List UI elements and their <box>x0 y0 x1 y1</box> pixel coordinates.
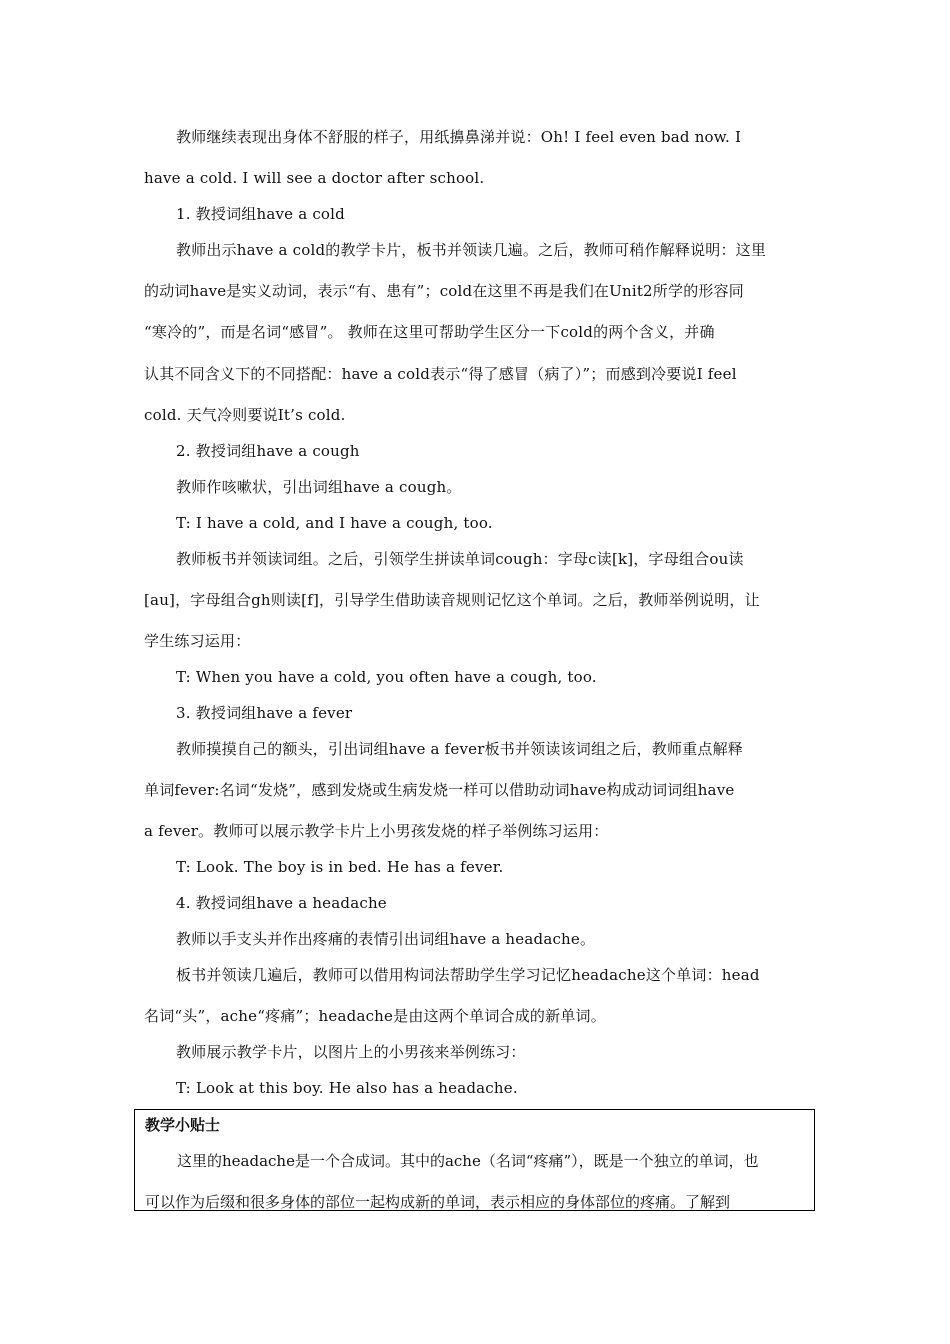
tips-line: 可以作为后缀和很多身体的部位一起构成新的单词，表示相应的身体部位的疼痛。了解到 <box>145 1193 731 1211</box>
paragraph-line: 教师展示教学卡片，以图片上的小男孩来举例练习： <box>176 1043 526 1061</box>
paragraph-line: 教师以手支头并作出疼痛的表情引出词组have a headache。 <box>176 930 596 948</box>
paragraph-line: have a cold. I will see a doctor after school. <box>144 169 485 187</box>
example-sentence: T: Look at this boy. He also has a headache. <box>176 1079 518 1097</box>
tips-title: 教学小贴士 <box>145 1116 221 1134</box>
paragraph-line: 教师出示have a cold的教学卡片，板书并领读几遍。之后，教师可稍作解释说明：这里 <box>176 241 767 259</box>
paragraph-line: 的动词have是实义动词，表示“有、患有”；cold在这里不再是我们在Unit2所学的形容同 <box>144 282 744 300</box>
paragraph-line: 单词fever:名词“发烧”，感到发烧或生病发烧一样可以借助动词have构成动词词组have <box>144 781 735 799</box>
section-heading-3: 3. 教授词组have a fever <box>176 704 353 722</box>
paragraph-line: a fever。教师可以展示教学卡片上小男孩发烧的样子举例练习运用： <box>144 822 609 840</box>
paragraph-line: 教师板书并领读词组。之后，引领学生拼读单词cough：字母c读[k]，字母组合ou读 <box>176 550 744 568</box>
paragraph-line: 认其不同含义下的不同搭配：have a cold表示“得了感冒（病了）”；而感到冷要说I feel <box>144 365 737 383</box>
section-heading-2: 2. 教授词组have a cough <box>176 442 360 460</box>
paragraph-line: cold. 天气冷则要说It’s cold. <box>144 406 346 424</box>
paragraph-line: “寒冷的”，而是名词“感冒”。 教师在这里可帮助学生区分一下cold的两个含义，并确 <box>144 323 715 341</box>
section-heading-4: 4. 教授词组have a headache <box>176 894 387 912</box>
paragraph-line: 教师摸摸自己的额头，引出词组have a fever板书并领读该词组之后，教师重点解释 <box>176 740 743 758</box>
example-sentence: T: I have a cold, and I have a cough, too. <box>176 514 493 532</box>
teaching-tips-box <box>134 1109 815 1211</box>
section-heading-1: 1. 教授词组have a cold <box>176 205 345 223</box>
paragraph-line: 板书并领读几遍后，教师可以借用构词法帮助学生学习记忆headache这个单词：head <box>176 966 760 984</box>
paragraph-line: 教师作咳嗽状，引出词组have a cough。 <box>176 478 462 496</box>
paragraph-line: 学生练习运用： <box>144 632 251 650</box>
paragraph-line: 教师继续表现出身体不舒服的样子，用纸擤鼻涕并说：Oh! I feel even bad now. I <box>176 128 742 146</box>
example-sentence: T: Look. The boy is in bed. He has a fever. <box>176 858 504 876</box>
tips-line: 这里的headache是一个合成词。其中的ache（名词“疼痛”），既是一个独立的单词，也 <box>177 1152 759 1170</box>
paragraph-line: 名词“头”，ache“疼痛”；headache是由这两个单词合成的新单词。 <box>144 1007 606 1025</box>
example-sentence: T: When you have a cold, you often have a cough, too. <box>176 668 597 686</box>
paragraph-line: [au]，字母组合gh则读[f]，引导学生借助读音规则记忆这个单词。之后，教师举例说明，让 <box>144 591 760 609</box>
